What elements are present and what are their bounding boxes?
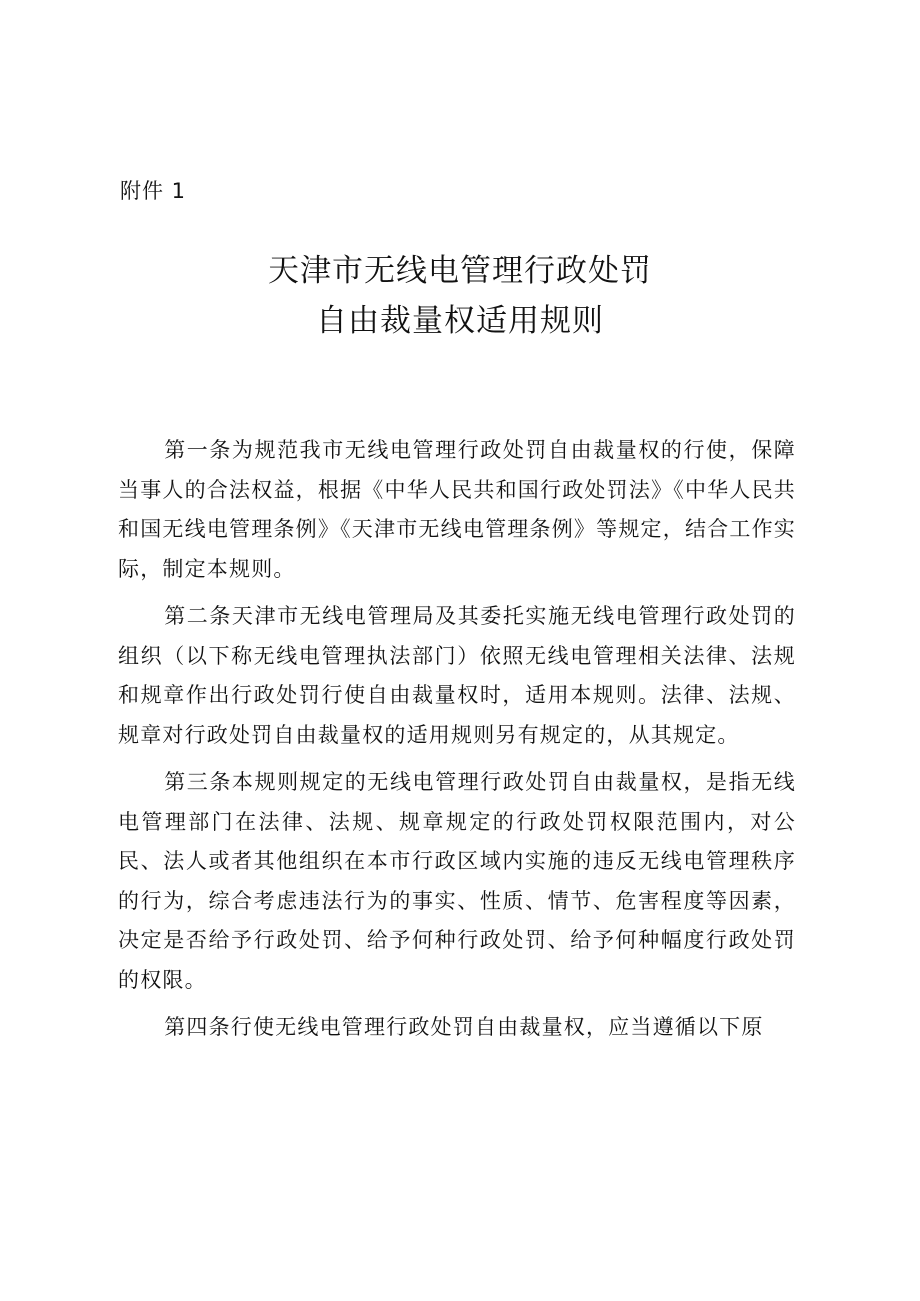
title-line-2: 自由裁量权适用规则 <box>316 303 604 339</box>
article-3-paragraph: 第三条本规则规定的无线电管理行政处罚自由裁量权，是指无线电管理部门在法律、法规、规章规定的行政处罚权限范围内，对公民、法人或者其他组织在本市行政区域内实施的违反无线电管理秩序的行为，综合考虑违法行为的事实、性质、情节、危害程度等因素，决定是否给予行政处罚、给予何种行政处罚、给予何种幅度行政处罚的权限。 <box>118 770 796 992</box>
document-body <box>118 431 796 1056</box>
article-2-paragraph: 第二条天津市无线电管理局及其委托实施无线电管理行政处罚的组织（以下称无线电管理执法部门）依照无线电管理相关法律、法规和规章作出行政处罚行使自由裁量权时，适用本规则。法律、法规、规章对行政处罚自由裁量权的适用规则另有规定的，从其规定。 <box>118 604 796 747</box>
title-line-1: 天津市无线电管理行政处罚 <box>268 253 652 289</box>
attachment-label: 附件 1 <box>120 179 187 203</box>
article-4-paragraph: 第四条行使无线电管理行政处罚自由裁量权，应当遵循以下原 <box>164 1015 764 1039</box>
article-1-paragraph: 第一条为规范我市无线电管理行政处罚自由裁量权的行使，保障当事人的合法权益，根据《中华人民共和国行政处罚法》《中华人民共和国无线电管理条例》《天津市无线电管理条例》等规定，结合工作实际，制定本规则。 <box>118 438 796 581</box>
document-title <box>0 246 920 346</box>
